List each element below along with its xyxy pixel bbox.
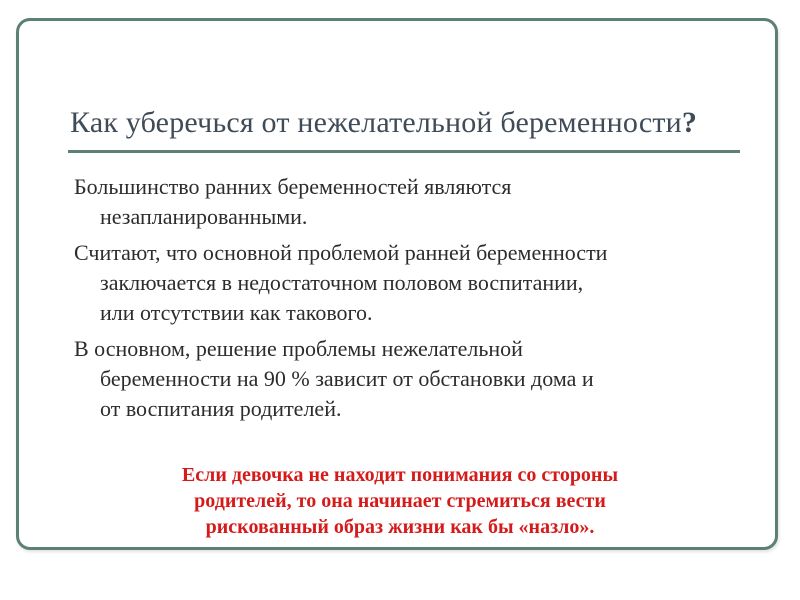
paragraph-2-line-3: или отсутствии как такового.	[100, 300, 373, 325]
paragraph-1-line-2: незапланированными.	[100, 204, 308, 229]
title-underline	[68, 150, 740, 153]
paragraph-3-line-1: В основном, решение проблемы нежелательной	[74, 336, 523, 361]
paragraph-2	[74, 238, 734, 328]
callout-line-1: Если девочка не находит понимания со стороны	[181, 464, 619, 486]
paragraph-1	[74, 172, 734, 232]
paragraph-3-line-2: беременности на 90 % зависит от обстановки дома и	[100, 366, 594, 391]
paragraph-3	[74, 334, 734, 424]
paragraph-2-line-2: заключается в недостаточном половом воспитании,	[100, 270, 584, 295]
slide-title-text: Как уберечься от нежелательной беременности	[70, 106, 682, 139]
slide-title-question-mark: ?	[681, 106, 698, 139]
paragraph-1-line-1: Большинство ранних беременностей являются	[74, 174, 512, 199]
callout-line-2: родителей, то она начинает стремиться вести	[194, 490, 606, 512]
slide-body	[74, 172, 734, 430]
paragraph-3-line-3: от воспитания родителей.	[100, 396, 342, 421]
callout-line-3: рискованный образ жизни как бы «назло».	[205, 516, 595, 538]
slide-title	[70, 106, 697, 140]
callout-text	[100, 462, 700, 540]
paragraph-2-line-1: Считают, что основной проблемой ранней беременности	[74, 240, 608, 265]
